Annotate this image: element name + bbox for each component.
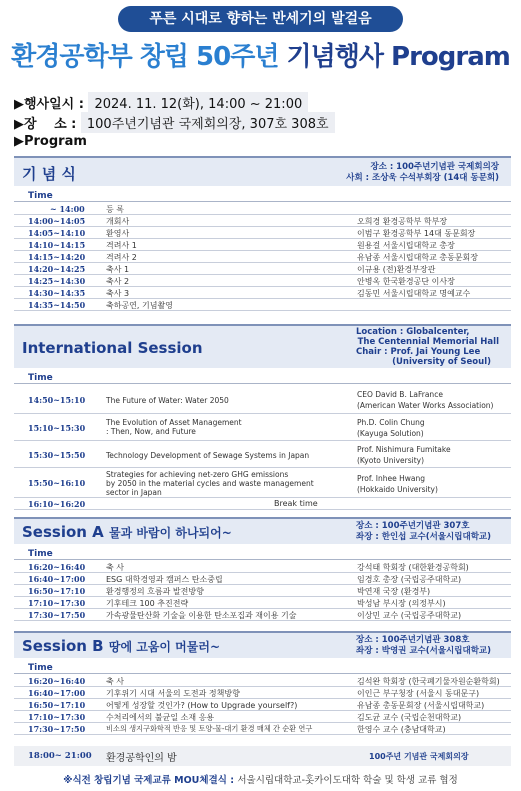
session-b-place: 장소 : 100주년기념관 308호	[356, 635, 470, 645]
row-program: 수처리에서의 불균일 소재 응용	[106, 713, 215, 722]
international-time-header: Time	[14, 372, 511, 384]
row-program: 비소의 생지구화학적 반응 및 토양-물-대기 환경 매체 간 순환 연구	[106, 724, 313, 733]
session-a-title-en: Session A	[22, 523, 104, 541]
session-b-chair: 좌장 : 박영권 교수(서울시립대학교)	[356, 646, 492, 656]
row-program: 축하공연, 기념촬영	[106, 301, 173, 310]
session-a-title	[22, 523, 232, 541]
evening-row	[14, 746, 511, 766]
row-person: Prof. Nishimura Fumitake (Kyoto University)	[357, 445, 451, 465]
international-chair-affiliation: (University of Seoul)	[392, 357, 491, 367]
table-row	[14, 574, 511, 585]
event-place	[14, 112, 335, 133]
row-program: 격려사 2	[106, 253, 137, 262]
row-time: 16:20~16:40	[28, 562, 86, 572]
table-row	[14, 688, 511, 699]
row-person: 박연재 국장 (환경부)	[357, 587, 431, 596]
top-banner: 푸른 시대로 향하는 반세기의 발걸음	[118, 6, 403, 32]
row-person: Ph.D. Colin Chung (Kayuga Solution)	[357, 418, 425, 438]
table-row	[14, 610, 511, 621]
table-row	[14, 562, 511, 573]
session-b-title-ko: 땅에 고움이 머물러~	[108, 640, 221, 654]
event-place-label: ▶장 소 :	[14, 117, 81, 132]
row-time: 15:30~15:50	[28, 450, 86, 460]
row-time: 14:35~14:50	[28, 300, 86, 310]
row-time: 14:15~14:20	[28, 252, 86, 262]
session-b-title	[22, 637, 220, 655]
row-program: The Evolution of Asset Management : Then, Now, and Future	[106, 418, 242, 436]
row-person: 안병옥 한국환경공단 이사장	[357, 277, 455, 286]
row-person: CEO David B. LaFrance (American Water Works Association)	[357, 390, 494, 410]
session-a-chair: 좌장 : 한인섭 교수(서울시립대학교)	[356, 532, 492, 542]
table-row	[14, 240, 511, 251]
session-b-title-en: Session B	[22, 637, 104, 655]
table-row	[14, 288, 511, 299]
main-title	[0, 36, 521, 78]
row-program: 환영사	[106, 229, 130, 238]
row-program: 어떻게 성장할 것인가? (How to Upgrade yourself?)	[106, 701, 298, 710]
table-row	[14, 700, 511, 711]
table-row	[14, 676, 511, 687]
main-title-part2: 기념행사 Program	[286, 42, 510, 72]
row-time: 14:30~14:35	[28, 288, 86, 298]
row-program: ESG 대학경영과 캠퍼스 탄소중립	[106, 575, 223, 584]
event-place-value: 100주년기념관 국제회의장, 307호 308호	[81, 112, 335, 133]
row-time: 14:25~14:30	[28, 276, 86, 286]
event-date	[14, 92, 308, 113]
table-row	[14, 724, 511, 735]
table-row	[14, 204, 511, 215]
row-program: 개회사	[106, 217, 130, 226]
mou-note	[0, 772, 521, 786]
break-row	[14, 499, 511, 510]
row-program: 격려사 1	[106, 241, 137, 250]
row-time: 14:50~15:10	[28, 395, 86, 405]
ceremony-place: 장소 : 100주년기념관 국제회의장	[370, 162, 499, 172]
session-a-time-header: Time	[14, 548, 511, 560]
main-title-part1: 환경공학부 창립 50주년	[11, 42, 279, 72]
event-date-label: ▶행사일시 :	[14, 97, 89, 112]
row-time: 16:10~16:20	[28, 499, 86, 509]
row-person: 김동민 서울시립대학교 명예교수	[357, 289, 471, 298]
row-person: Prof. Inhee Hwang (Hokkaido University)	[357, 474, 438, 494]
table-row	[14, 442, 511, 468]
row-person: 유남종 총동문회장 (서울시립대학교)	[357, 701, 485, 710]
table-row	[14, 300, 511, 311]
row-program: 축사 2	[106, 277, 130, 286]
ceremony-title: 기 념 식	[22, 165, 76, 183]
row-person: 김석완 학회장 (한국폐기물자원순환학회)	[357, 677, 500, 686]
evening-place: 100주년 기념관 국제회의장	[369, 752, 469, 761]
row-time: 16:20~16:40	[28, 676, 86, 686]
row-time: 17:30~17:50	[28, 724, 86, 734]
break-label: Break time	[274, 499, 318, 508]
table-row	[14, 386, 511, 414]
row-program: 축 사	[106, 563, 124, 572]
table-row	[14, 469, 511, 498]
evening-time: 18:00~ 21:00	[28, 751, 92, 761]
row-person: 원용걸 서울시립대학교 총장	[357, 241, 455, 250]
row-person: 한영수 교수 (충남대학교)	[357, 725, 446, 734]
table-row	[14, 276, 511, 287]
row-time: 14:10~14:15	[28, 240, 86, 250]
row-program: 가속광물탄산화 기술을 이용한 탄소포집과 재이용 기술	[106, 611, 297, 620]
table-row	[14, 252, 511, 263]
row-program: Technology Development of Sewage Systems in Japan	[106, 451, 310, 460]
row-person: 이상민 교수 (국립공주대학교)	[357, 611, 462, 620]
table-row	[14, 586, 511, 597]
row-program: 기후테크 100 추진전략	[106, 599, 189, 608]
row-time: ~ 14:00	[50, 204, 85, 214]
row-program: 축 사	[106, 677, 124, 686]
international-title: International Session	[22, 339, 203, 357]
row-person: 오희경 환경공학부 학부장	[357, 217, 448, 226]
session-a-title-ko: 물과 바람이 하나되어~	[109, 526, 232, 540]
row-program: 환경행정의 흐름과 발전방향	[106, 587, 204, 596]
ceremony-header	[14, 156, 511, 186]
row-time: 16:40~17:00	[28, 574, 86, 584]
row-program: 등 록	[106, 205, 124, 214]
table-row	[14, 228, 511, 239]
row-program: 축사 3	[106, 289, 130, 298]
mou-note-text: 서울시립대학교-홋카이도대학 학술 및 학생 교류 협정	[237, 775, 458, 786]
event-date-value: 2024. 11. 12(화), 14:00 ~ 21:00	[88, 92, 308, 113]
evening-program: 환경공학인의 밤	[106, 753, 177, 764]
ceremony-host: 사회 : 조상욱 수석부회장 (14대 동문회)	[346, 173, 499, 183]
row-person: 이규용 (전)환경부장관	[357, 265, 436, 274]
table-row	[14, 264, 511, 275]
table-row	[14, 712, 511, 723]
table-row	[14, 216, 511, 227]
session-b-time-header: Time	[14, 662, 511, 674]
row-person: 유남종 서울시립대학교 총동문회장	[357, 253, 479, 262]
row-time: 17:10~17:30	[28, 712, 86, 722]
session-a-header	[14, 517, 511, 544]
international-header	[14, 324, 511, 368]
row-person: 이인근 부구청장 (서울시 동대문구)	[357, 689, 480, 698]
row-time: 14:20~14:25	[28, 264, 86, 274]
row-person: 강석태 학회장 (대한환경공학회)	[357, 563, 469, 572]
row-person: 임경호 총장 (국립공주대학교)	[357, 575, 462, 584]
international-chair: Chair : Prof. Jai Young Lee	[356, 347, 481, 357]
program-label: ▶Program	[14, 134, 87, 149]
session-a-place: 장소 : 100주년기념관 307호	[356, 521, 470, 531]
table-row	[14, 415, 511, 441]
row-time: 14:00~14:05	[28, 216, 86, 226]
row-program: 기후위기 시대 서울의 도전과 정책방향	[106, 689, 240, 698]
row-program: 축사 1	[106, 265, 130, 274]
session-b-header	[14, 631, 511, 658]
row-time: 15:50~16:10	[28, 478, 86, 488]
row-program: Strategies for achieving net-zero GHG emissions by 2050 in the material cycles and waste management sector in Japan	[106, 470, 314, 497]
mou-note-label: ※식전 창립기념 국제교류 MOU체결식 :	[63, 775, 238, 786]
row-program: The Future of Water: Water 2050	[106, 396, 229, 405]
row-time: 15:10~15:30	[28, 423, 86, 433]
row-time: 14:05~14:10	[28, 228, 86, 238]
ceremony-time-header: Time	[14, 190, 511, 202]
row-time: 16:50~17:10	[28, 586, 86, 596]
table-row	[14, 598, 511, 609]
row-time: 16:50~17:10	[28, 700, 86, 710]
row-person: 이범구 환경공학부 14대 동문회장	[357, 229, 476, 238]
row-time: 17:30~17:50	[28, 610, 86, 620]
row-time: 16:40~17:00	[28, 688, 86, 698]
row-person: 김도균 교수 (국립순천대학교)	[357, 713, 462, 722]
row-person: 박성남 부시장 (의정부시)	[357, 599, 446, 608]
international-location: Location : Globalcenter,	[356, 327, 470, 337]
international-hall: The Centennial Memorial Hall	[357, 337, 499, 347]
row-time: 17:10~17:30	[28, 598, 86, 608]
